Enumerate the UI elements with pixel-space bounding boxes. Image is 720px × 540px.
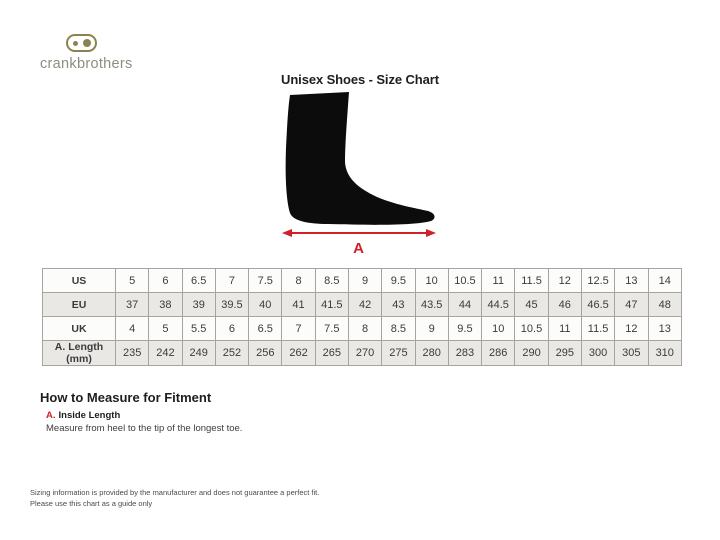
size-cell: 262	[282, 341, 315, 366]
disclaimer	[30, 487, 319, 509]
size-cell: 44	[448, 293, 481, 317]
size-cell: 7	[215, 269, 248, 293]
crank-small-dot-icon	[73, 41, 78, 46]
size-cell: 5	[116, 269, 149, 293]
size-cell: 41.5	[315, 293, 348, 317]
size-cell: 290	[515, 341, 548, 366]
measure-section-heading: How to Measure for Fitment	[40, 390, 212, 405]
size-cell: 44.5	[482, 293, 515, 317]
size-cell: 7.5	[249, 269, 282, 293]
size-cell: 42	[348, 293, 381, 317]
size-cell: 8.5	[382, 317, 415, 341]
size-cell: 10.5	[515, 317, 548, 341]
size-cell: 41	[282, 293, 315, 317]
size-cell: 9.5	[448, 317, 481, 341]
size-cell: 43.5	[415, 293, 448, 317]
size-cell: 235	[116, 341, 149, 366]
size-cell: 46.5	[581, 293, 614, 317]
size-cell: 249	[182, 341, 215, 366]
size-cell: 46	[548, 293, 581, 317]
size-cell: 4	[116, 317, 149, 341]
dimension-a-label: A	[353, 240, 364, 257]
measure-item-description: Measure from heel to the tip of the longest toe.	[46, 423, 243, 434]
size-cell: 295	[548, 341, 581, 366]
size-cell: 7	[282, 317, 315, 341]
size-cell: 13	[615, 269, 648, 293]
size-cell: 37	[116, 293, 149, 317]
size-cell: 252	[215, 341, 248, 366]
size-cell: 310	[648, 341, 682, 366]
size-cell: 280	[415, 341, 448, 366]
size-cell: 11.5	[515, 269, 548, 293]
size-cell: 48	[648, 293, 682, 317]
size-cell: 256	[249, 341, 282, 366]
row-header-us: US	[43, 269, 116, 293]
size-cell: 283	[448, 341, 481, 366]
size-cell: 265	[315, 341, 348, 366]
size-table	[42, 268, 682, 366]
size-cell: 5	[149, 317, 182, 341]
size-cell: 10.5	[448, 269, 481, 293]
size-cell: 270	[348, 341, 381, 366]
size-cell: 11	[482, 269, 515, 293]
row-header-a-length-mm: A. Length (mm)	[43, 341, 116, 366]
size-cell: 8	[348, 317, 381, 341]
size-cell: 40	[249, 293, 282, 317]
size-cell: 11.5	[581, 317, 614, 341]
size-cell: 38	[149, 293, 182, 317]
table-row	[43, 341, 682, 366]
size-cell: 5.5	[182, 317, 215, 341]
size-cell: 12	[615, 317, 648, 341]
size-cell: 12.5	[581, 269, 614, 293]
size-cell: 6	[149, 269, 182, 293]
size-cell: 305	[615, 341, 648, 366]
row-header-eu: EU	[43, 293, 116, 317]
crankbrothers-crank-icon	[66, 34, 97, 52]
size-cell: 9	[415, 317, 448, 341]
size-cell: 6	[215, 317, 248, 341]
size-cell: 242	[149, 341, 182, 366]
size-cell: 9	[348, 269, 381, 293]
brand-wordmark: crankbrothers	[40, 56, 133, 72]
measure-item-title: Inside Length	[58, 410, 121, 421]
brand-logo[interactable]	[40, 34, 160, 72]
size-cell: 39.5	[215, 293, 248, 317]
foot-measure-figure	[280, 92, 437, 257]
size-cell: 10	[415, 269, 448, 293]
size-cell: 275	[382, 341, 415, 366]
table-row	[43, 293, 682, 317]
size-cell: 11	[548, 317, 581, 341]
page-title: Unisex Shoes - Size Chart	[281, 72, 439, 87]
size-cell: 45	[515, 293, 548, 317]
table-row	[43, 317, 682, 341]
size-cell: 300	[581, 341, 614, 366]
size-cell: 7.5	[315, 317, 348, 341]
size-cell: 8.5	[315, 269, 348, 293]
size-cell: 12	[548, 269, 581, 293]
size-cell: 8	[282, 269, 315, 293]
disclaimer-line-1: Sizing information is provided by the manufacturer and does not guarantee a perfect fit.	[30, 488, 320, 497]
size-cell: 286	[482, 341, 515, 366]
measure-item-a	[46, 410, 120, 421]
size-cell: 14	[648, 269, 682, 293]
size-cell: 10	[482, 317, 515, 341]
size-table-body	[43, 269, 682, 366]
size-cell: 13	[648, 317, 682, 341]
row-header-uk: UK	[43, 317, 116, 341]
size-cell: 43	[382, 293, 415, 317]
size-cell: 47	[615, 293, 648, 317]
foot-silhouette-icon	[280, 92, 437, 228]
length-arrow-icon	[282, 227, 436, 239]
size-cell: 39	[182, 293, 215, 317]
size-cell: 6.5	[182, 269, 215, 293]
disclaimer-line-2: Please use this chart as a guide only	[30, 499, 153, 508]
size-cell: 6.5	[249, 317, 282, 341]
measure-item-letter: A.	[46, 410, 56, 421]
size-cell: 9.5	[382, 269, 415, 293]
crank-large-dot-icon	[83, 39, 91, 47]
table-row	[43, 269, 682, 293]
